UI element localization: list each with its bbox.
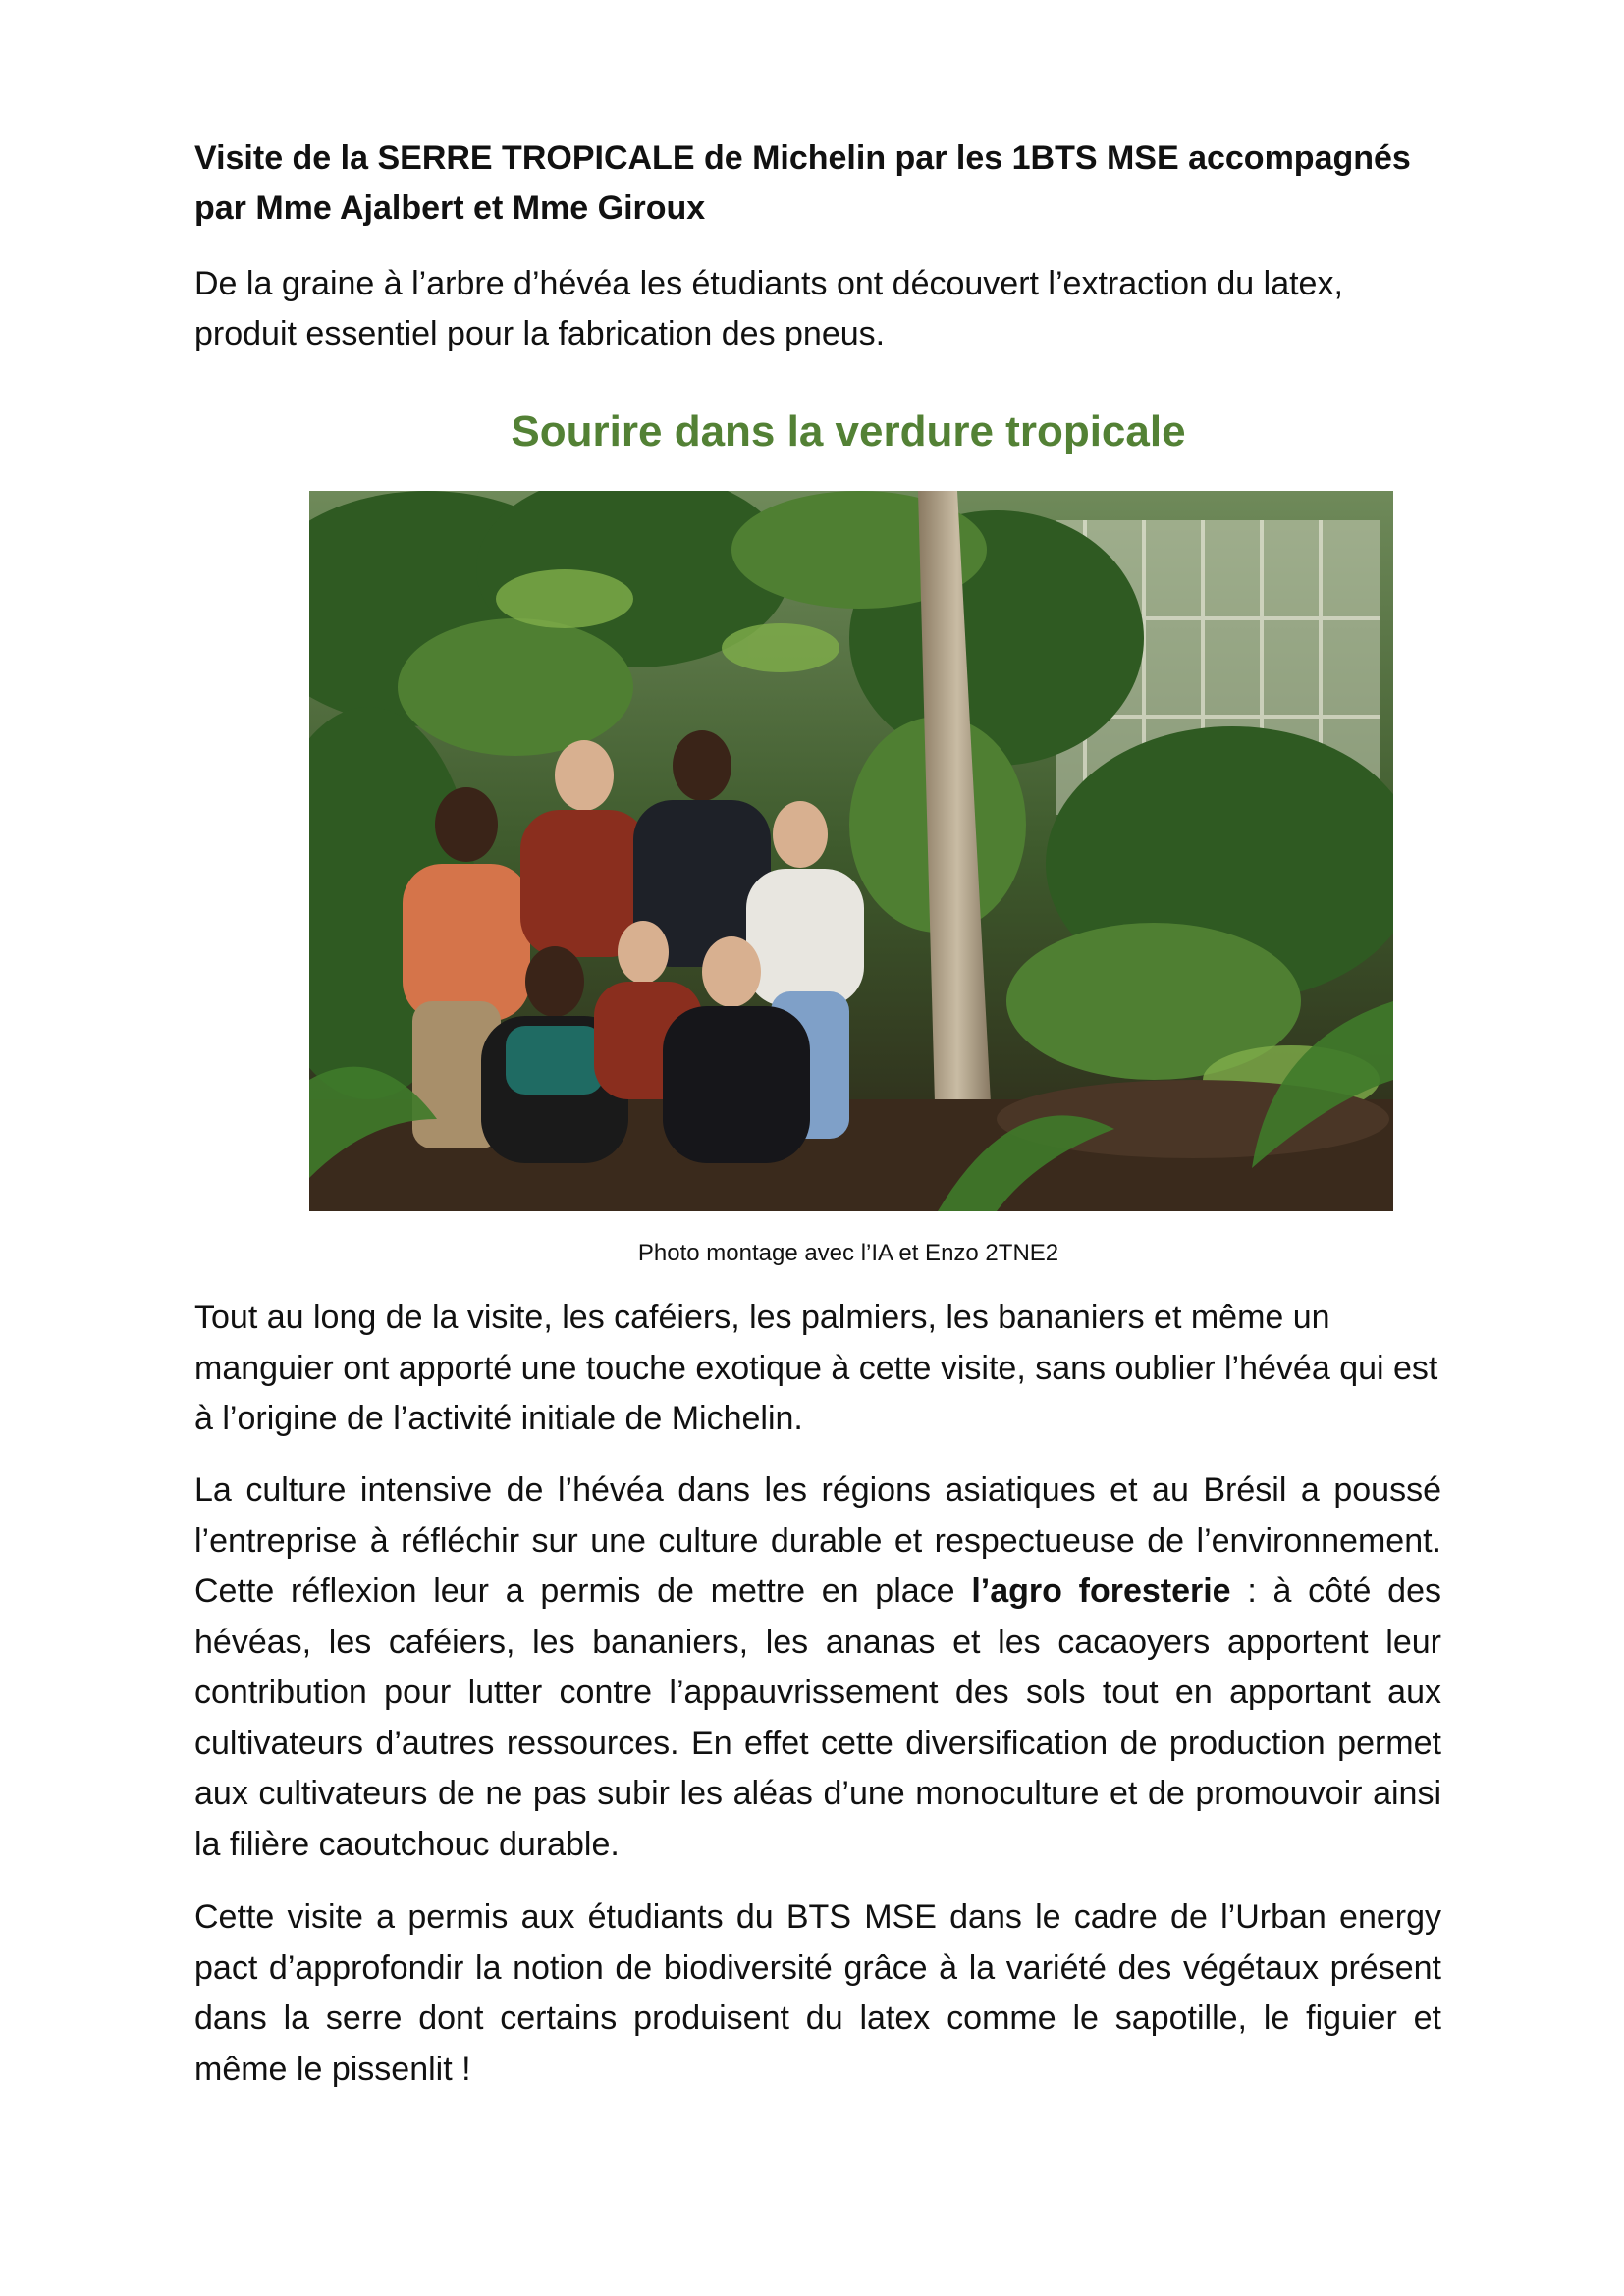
intro-text: De la graine à l’arbre d’hévéa les étudiants ont découvert l’extraction du latex, produit essentiel pour la fabrication des pneus. <box>194 265 1343 352</box>
section-subtitle: Sourire dans la verdure tropicale <box>511 407 1186 455</box>
photo-caption: Photo montage avec l’IA et Enzo 2TNE2 <box>637 1240 1059 1266</box>
group-photo <box>309 491 1393 1211</box>
paragraph-agroforestry <box>194 1466 1441 1870</box>
document-title: Visite de la SERRE TROPICALE de Michelin par les 1BTS MSE accompagnés par Mme Ajalbert et Mme Giroux <box>194 139 1411 227</box>
agroforestry-term: l’agro foresterie <box>971 1573 1231 1610</box>
paragraph-agroforestry-start: La culture intensive de l’hévéa dans les régions asiatiques et au Brésil a poussé l’entreprise à réfléchir sur une culture durable et respectueuse de l’environnement. Cette réflexion leur a permis de mettre en place <box>194 1471 1441 1610</box>
paragraph-biodiversity: Cette visite a permis aux étudiants du BTS MSE dans le cadre de l’Urban energy pact d’approfondir la notion de biodiversité grâce à la variété des végétaux présent dans la serre dont certains produisent du latex comme le sapotille, le figuier et même le pissenlit ! <box>194 1898 1441 2088</box>
greenhouse-photo-illustration <box>309 491 1393 1211</box>
paragraph-plants: Tout au long de la visite, les caféiers, les palmiers, les bananiers et même un manguier ont apporté une touche exotique à cette visite, sans oublier l’hévéa qui est à l’origine de l’activité initiale de Michelin. <box>194 1299 1438 1437</box>
paragraph-agroforestry-end: : à côté des hévéas, les caféiers, les bananiers, les ananas et les cacaoyers apportent leur contribution pour lutter contre l’appauvrissement des sols tout en apportant aux cultivateurs d’autres ressources. En effet cette diversification de production permet aux cultivateurs de ne pas subir les aléas d’une monoculture et de promouvoir ainsi la filière caoutchouc durable. <box>194 1573 1442 1863</box>
